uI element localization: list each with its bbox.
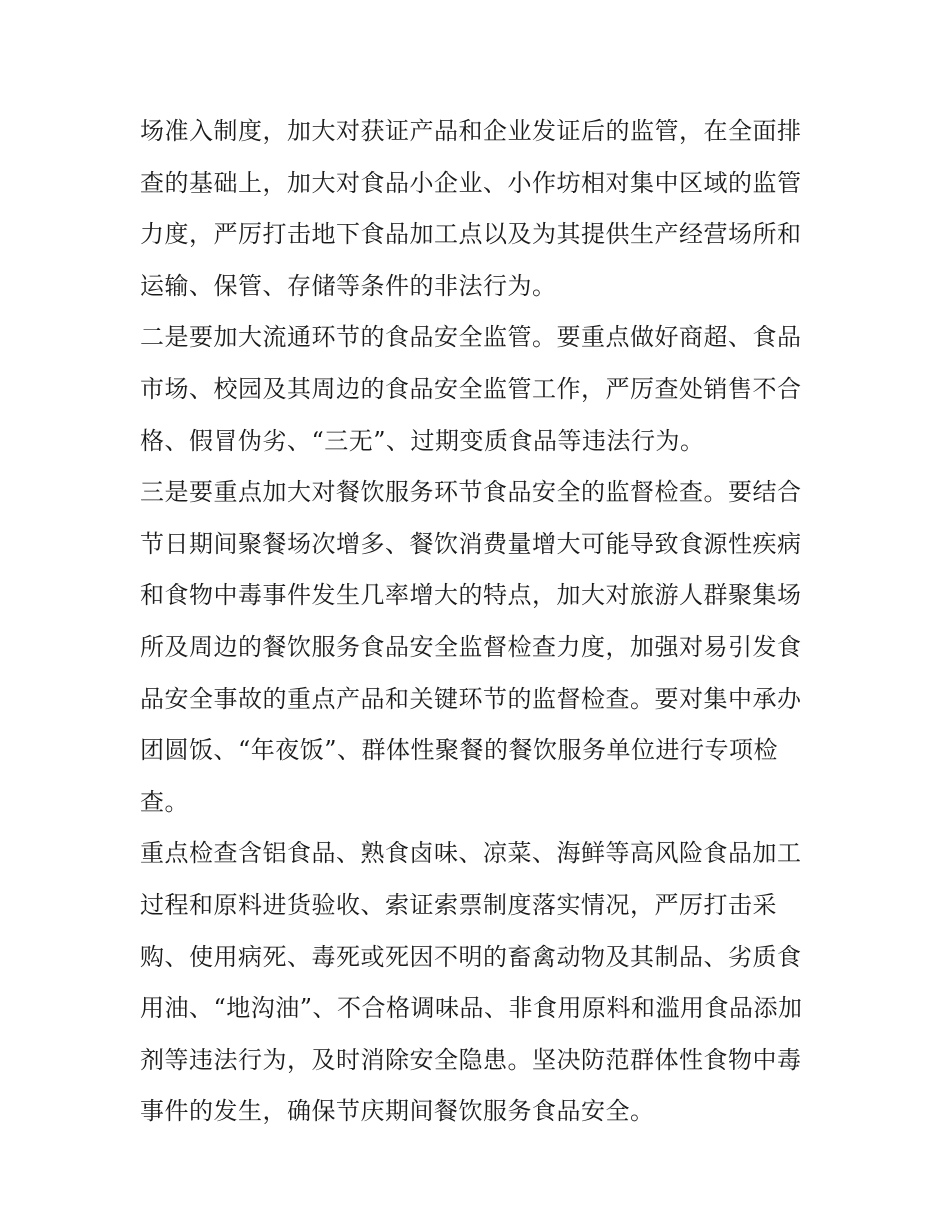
text-line: 查的基础上，加大对食品小企业、小作坊相对集中区域的监管 — [140, 168, 802, 197]
text-line: 格、假冒伪劣、“三无”、过期变质食品等违法行为。 — [140, 426, 705, 455]
text-line: 场准入制度，加大对获证产品和企业发证后的监管，在全面排 — [140, 117, 802, 145]
text-line: 节日期间聚餐场次增多、餐饮消费量增大可能导致食源性疾病 — [140, 529, 802, 558]
text-line: 过程和原料进货验收、索证索票制度落实情况，严厉打击采 — [140, 890, 777, 919]
text-line: 购、使用病死、毒死或死因不明的畜禽动物及其制品、劣质食 — [140, 942, 802, 971]
text-line: 力度，严厉打击地下食品加工点以及为其提供生产经营场所和 — [140, 220, 802, 249]
text-line: 市场、校园及其周边的食品安全监管工作，严厉查处销售不合 — [140, 374, 802, 403]
text-line: 重点检查含铝食品、熟食卤味、凉菜、海鲜等高风险食品加工 — [140, 839, 802, 868]
text-line: 事件的发生，确保节庆期间餐饮服务食品安全。 — [140, 1097, 655, 1126]
body-text — [140, 112, 820, 1144]
text-line: 品安全事故的重点产品和关键环节的监督检查。要对集中承办 — [140, 684, 802, 713]
text-line: 剂等违法行为，及时消除安全隐患。坚决防范群体性食物中毒 — [140, 1045, 802, 1074]
text-line: 所及周边的餐饮服务食品安全监督检查力度，加强对易引发食 — [140, 632, 802, 661]
text-line: 二是要加大流通环节的食品安全监管。要重点做好商超、食品 — [140, 323, 802, 352]
text-line: 三是要重点加大对餐饮服务环节食品安全的监督检查。要结合 — [140, 478, 802, 507]
text-line: 和食物中毒事件发生几率增大的特点，加大对旅游人群聚集场 — [140, 581, 802, 610]
text-line: 查。 — [140, 787, 189, 816]
text-line: 团圆饭、“年夜饭”、群体性聚餐的餐饮服务单位进行专项检 — [140, 736, 779, 765]
text-line: 运输、保管、存储等条件的非法行为。 — [140, 271, 557, 300]
text-line: 用油、“地沟油”、不合格调味品、非食用原料和滥用食品添加 — [140, 994, 803, 1023]
